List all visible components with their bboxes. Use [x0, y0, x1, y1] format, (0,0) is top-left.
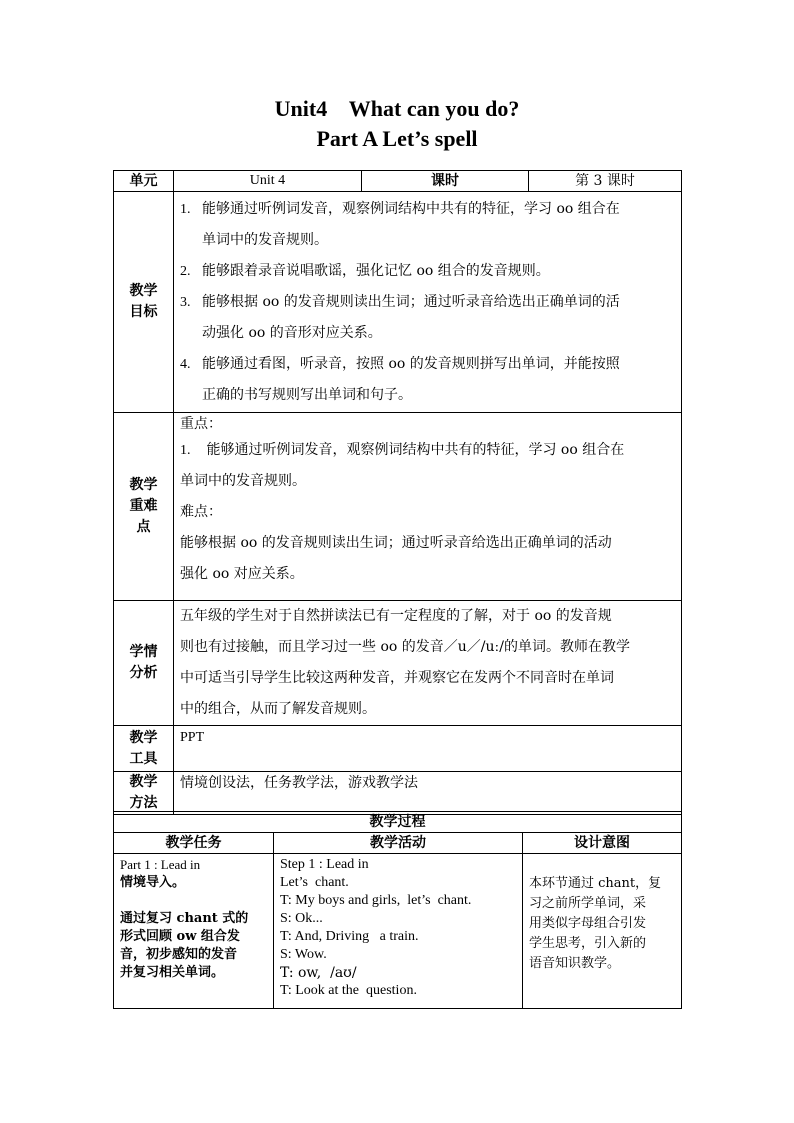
activity-cell	[274, 854, 523, 1009]
key-points-label-line: 教学	[129, 477, 158, 493]
objective-text: 单词中的发音规则。	[202, 232, 328, 248]
objective-text: 动强化 oo 的音形对应关系。	[202, 325, 382, 341]
objective-number: 1.	[180, 202, 191, 217]
objective-number: 4.	[180, 357, 191, 372]
process-title-row	[114, 812, 682, 833]
objectives-label-line: 教学	[129, 283, 158, 299]
intent-line: 习之前所学单词，采	[529, 896, 647, 911]
key-text: 单词中的发音规则。	[180, 473, 306, 489]
objective-text: 能够通过听例词发音，观察例词结构中共有的特征，学习 oo 组合在	[202, 201, 620, 217]
objective-text: 正确的书写规则写出单词和句子。	[202, 387, 412, 403]
tools-row	[114, 726, 682, 772]
analysis-label	[114, 601, 174, 726]
methods-label-line: 方法	[129, 795, 158, 811]
objective-text: 能够通过看图，听录音，按照 oo 的发音规则拼写出单词，并能按照	[202, 356, 620, 372]
page-title: Unit4 What can you do?	[274, 96, 520, 121]
col-intent-header: 设计意图	[523, 833, 682, 854]
analysis-label-line: 分析	[129, 665, 158, 681]
methods-content: 情境创设法，任务教学法，游戏教学法	[174, 772, 682, 815]
activity-line: S: Wow.	[280, 947, 327, 962]
page-subtitle: Part A Let’s spell	[316, 126, 478, 151]
tools-label	[114, 726, 174, 772]
key-points-label	[114, 413, 174, 601]
difficulty-heading: 难点：	[180, 504, 222, 520]
task-desc: 音，初步感知的发音	[120, 947, 238, 962]
activity-line: T: And, Driving a train.	[280, 929, 419, 944]
activity-line: S: Ok...	[280, 911, 323, 926]
tools-label-line: 工具	[129, 750, 158, 767]
key-points-label-line: 重难	[129, 498, 158, 514]
col-task-header: 教学任务	[114, 833, 274, 854]
unit-label: 单元	[114, 171, 174, 192]
analysis-text: 中可适当引导学生比较这两种发音，并观察它在发两个不同音时在单词	[180, 670, 614, 686]
activity-line: Step 1 : Lead in	[280, 857, 369, 872]
analysis-text: 则也有过接触，而且学习过一些 oo 的发音／u／/uː/的单词。教师在教学	[180, 639, 630, 655]
info-row	[114, 171, 682, 192]
key-points-row	[114, 413, 682, 601]
task-part: Part 1 : Lead in	[120, 857, 201, 872]
task-desc: 通过复习 chant 式的	[120, 911, 249, 926]
objective-text: 能够根据 oo 的发音规则读出生词；通过听录音给选出正确单词的活	[202, 294, 620, 310]
analysis-row	[114, 601, 682, 726]
difficulty-text: 强化 oo 对应关系。	[180, 566, 304, 582]
objective-number: 2.	[180, 264, 191, 279]
task-heading: 情境导入。	[120, 875, 186, 890]
analysis-content	[174, 601, 682, 726]
period-label: 课时	[362, 171, 529, 192]
key-heading: 重点：	[180, 416, 222, 432]
intent-cell	[523, 854, 682, 1009]
analysis-label-line: 学情	[129, 644, 158, 660]
key-points-label-line: 点	[136, 519, 151, 535]
key-item	[180, 435, 677, 466]
objective-item	[180, 256, 677, 287]
intent-line: 学生思考，引入新的	[529, 936, 647, 951]
methods-label-line: 教学	[129, 774, 158, 790]
analysis-text: 中的组合，从而了解发音规则。	[180, 701, 376, 717]
methods-row	[114, 772, 682, 815]
period-value: 第 3 课时	[529, 171, 682, 192]
activity-line: Let’s chant.	[280, 875, 349, 890]
process-header-row	[114, 833, 682, 854]
objectives-row	[114, 192, 682, 413]
tools-content: PPT	[174, 726, 682, 772]
intent-line: 语音知识教学。	[529, 956, 621, 971]
intent-line: 用类似字母组合引发	[529, 916, 647, 931]
col-activity-header: 教学活动	[274, 833, 523, 854]
key-text: 能够通过听例词发音，观察例词结构中共有的特征，学习 oo 组合在	[202, 442, 625, 458]
process-table	[113, 811, 682, 1009]
lesson-plan-table	[113, 170, 682, 815]
objective-number: 3.	[180, 295, 191, 310]
objective-item	[180, 349, 677, 380]
tools-label-line: 教学	[129, 729, 158, 746]
task-desc: 形式回顾 ow 组合发	[120, 929, 240, 944]
objective-text: 能够跟着录音说唱歌谣，强化记忆 oo 组合的发音规则。	[202, 263, 550, 279]
activity-line: T: ow, /aʊ/	[280, 965, 357, 981]
objectives-label	[114, 192, 174, 413]
activity-line: T: My boys and girls, let’s chant.	[280, 893, 472, 908]
key-points-content	[174, 413, 682, 601]
difficulty-text: 能够根据 oo 的发音规则读出生词；通过听录音给选出正确单词的活动	[180, 535, 612, 551]
process-row	[114, 854, 682, 1009]
methods-label	[114, 772, 174, 815]
analysis-text: 五年级的学生对于自然拼读法已有一定程度的了解，对于 oo 的发音规	[180, 608, 612, 624]
objective-item	[180, 287, 677, 318]
unit-value: Unit 4	[174, 171, 362, 192]
intent-line: 本环节通过 chant，复	[529, 876, 662, 891]
activity-line: T: Look at the question.	[280, 983, 417, 998]
key-number: 1.	[180, 443, 191, 458]
objective-item	[180, 194, 677, 225]
objectives-content	[174, 192, 682, 413]
objectives-label-line: 目标	[129, 304, 158, 320]
task-cell	[114, 854, 274, 1009]
task-desc: 并复习相关单词。	[120, 965, 225, 980]
process-title: 教学过程	[114, 812, 682, 833]
